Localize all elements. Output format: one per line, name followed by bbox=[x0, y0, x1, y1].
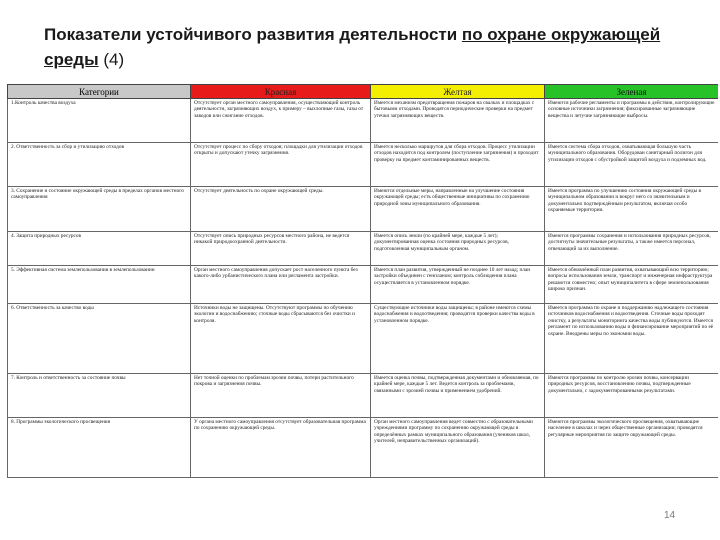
cell-yellow: Имеется механизм предотвращения пожаров на свалках и площадках с бытовыми отходами. Проводятся периодические проверки на предмет утечки загрязняющих веществ. bbox=[371, 99, 545, 143]
cell-green: Имеются программы сохранения и использования природных ресурсов, достигнуты значительные результаты, а также имеется персонал, отвечающий за их выполнение. bbox=[545, 232, 719, 266]
cell-red: Нет точной оценки по проблемам эрозии почвы, потери растительного покрова и загрязнения почвы. bbox=[191, 374, 371, 418]
cell-category: 2. Ответственность за сбор и утилизацию отходов bbox=[8, 143, 191, 187]
cell-yellow: Орган местного самоуправления ведет совместно с образовательными учреждениями программу по сохранению окружающей среды в определённых рамках муниципального образования (учеников школ, учителей, неправительственных организаций). bbox=[371, 418, 545, 478]
table-row bbox=[8, 187, 719, 232]
cell-category: 5. Эффективная система землепользования в землепользовании bbox=[8, 266, 191, 304]
header-red: Красная bbox=[191, 85, 371, 99]
table-header-row bbox=[8, 85, 719, 99]
table-body bbox=[8, 99, 719, 478]
table-row bbox=[8, 99, 719, 143]
indicators-table bbox=[7, 84, 718, 478]
cell-green: Имеется программа по охране и поддержанию надлежащего состояния источников водоснабжения и водоотведения. Сточные воды проходят очистку, а результаты мониторинга качества воды публикуются. Имеется регламент по использованию воды и финансирование мероприятий по её охране. Внедрены меры по экономии воды. bbox=[545, 304, 719, 374]
table-row bbox=[8, 266, 719, 304]
cell-red: Отсутствует орган местного самоуправления, осуществляющий контроль деятельности, загрязняющих воздух, к примеру – выхлопные газы, газы от заводов или сжигание отходов. bbox=[191, 99, 371, 143]
cell-category: 7. Контроль и ответственность за состояние почвы bbox=[8, 374, 191, 418]
cell-yellow: Имеется оценка почвы, подтвержденная документами и обновляемая, по крайней мере, каждые 5 лет. Ведется контроль за проблемами, связанными с эрозией почвы и применением удобрений. bbox=[371, 374, 545, 418]
cell-green: Имеется обновлённый план развития, охватывающий всю территорию; вопросы использования земли, транспорт и инженерная инфраструктура решаются совместно; опыт муниципалитета в сфере землепользования широко признан. bbox=[545, 266, 719, 304]
header-category: Категории bbox=[8, 85, 191, 99]
cell-category: 3. Сохранение и состояние окружающей среды в пределах органов местного самоуправления bbox=[8, 187, 191, 232]
cell-red: Орган местного самоуправления допускает рост населенного пункта без какого-либо урбанистического плана или регламента застройки. bbox=[191, 266, 371, 304]
page-title bbox=[44, 22, 694, 72]
page-number: 14 bbox=[664, 510, 676, 521]
cell-green: Имеется система сбора отходов, охватывающая большую часть муниципального образования. Оборудован санитарный полигон для утилизации отходов с обустройкой защитой воздуха и подземных вод. bbox=[545, 143, 719, 187]
cell-category: 6. Ответственность за качество воды bbox=[8, 304, 191, 374]
cell-yellow: Имеется опись земли (по крайней мере, каждые 5 лет); документированная оценка состояния природных ресурсов, подготовленная муниципальным органом. bbox=[371, 232, 545, 266]
cell-category: 1.Контроль качества воздуха bbox=[8, 99, 191, 143]
table-row bbox=[8, 304, 719, 374]
cell-red: У органа местного самоуправления отсутствует образовательная программа по сохранению окружающей среды. bbox=[191, 418, 371, 478]
cell-yellow: Существующие источники воды защищены; в районе имеются схемы водоснабжения и водоотведения; проводятся проверки качества воды в установленном порядке. bbox=[371, 304, 545, 374]
cell-red: Отсутствует процесс по сбору отходов; площадки для утилизации отходов открыты и допускают утечку загрязнения. bbox=[191, 143, 371, 187]
table-row bbox=[8, 143, 719, 187]
cell-yellow: Имеются отдельные меры, направленные на улучшение состояния окружающей среды; есть общественные инициативы по сохранению природной зоны муниципального образования. bbox=[371, 187, 545, 232]
cell-green: Имеется программа по улучшению состояния окружающей среды в муниципальном образовании и вокруг него со значительным и документально подтверждённым результатом, включая особо охраняемые территории. bbox=[545, 187, 719, 232]
header-green: Зеленая bbox=[545, 85, 719, 99]
title-part-3: (4) bbox=[98, 50, 125, 69]
header-yellow: Желтая bbox=[371, 85, 545, 99]
title-part-1: Показатели устойчивого развития деятельности bbox=[44, 25, 462, 44]
cell-green: Имеются программы по контролю эрозии почвы, консервации природных ресурсов, восстановлению почвы, подтвержденные документально, с задокументированными результатами. bbox=[545, 374, 719, 418]
cell-category: 8. Программы экологического просвещения bbox=[8, 418, 191, 478]
indicators-table-container bbox=[7, 84, 718, 484]
cell-red: Источники воды не защищены. Отсутствуют программы по обучению экологии и водоснабжению; сточные воды сбрасываются без очистки и контроля. bbox=[191, 304, 371, 374]
cell-red: Отсутствует деятельность по охране окружающей среды. bbox=[191, 187, 371, 232]
cell-green: Имеются рабочие регламенты и программы в действии, контролирующие основные источники загрязнения; фиксированные загрязняющие вещества и летучие загрязняющие выбросы. bbox=[545, 99, 719, 143]
table-row bbox=[8, 418, 719, 478]
cell-red: Отсутствует опись природных ресурсов местного района, не ведется никакой природоохранной деятельности. bbox=[191, 232, 371, 266]
table-row bbox=[8, 232, 719, 266]
cell-yellow: Имеется план развития, утвержденный не позднее 10 лет назад; план застройки объединен с генпланом; контроль соблюдения плана осуществляется в установленном порядке. bbox=[371, 266, 545, 304]
table-row bbox=[8, 374, 719, 418]
cell-yellow: Имеется несколько маршрутов для сбора отходов. Процесс утилизации отходов находится под контролем (поступление загрязнения) и проходит проверку на предмет контаминированных веществ. bbox=[371, 143, 545, 187]
cell-green: Имеются программы экологического просвещения, охватывающие население в школах и через общественные организации; проводятся регулярные мероприятия по защите окружающей среды. bbox=[545, 418, 719, 478]
title-part-2: по охране окружающей среды bbox=[44, 25, 661, 69]
cell-category: 4. Защита природных ресурсов bbox=[8, 232, 191, 266]
